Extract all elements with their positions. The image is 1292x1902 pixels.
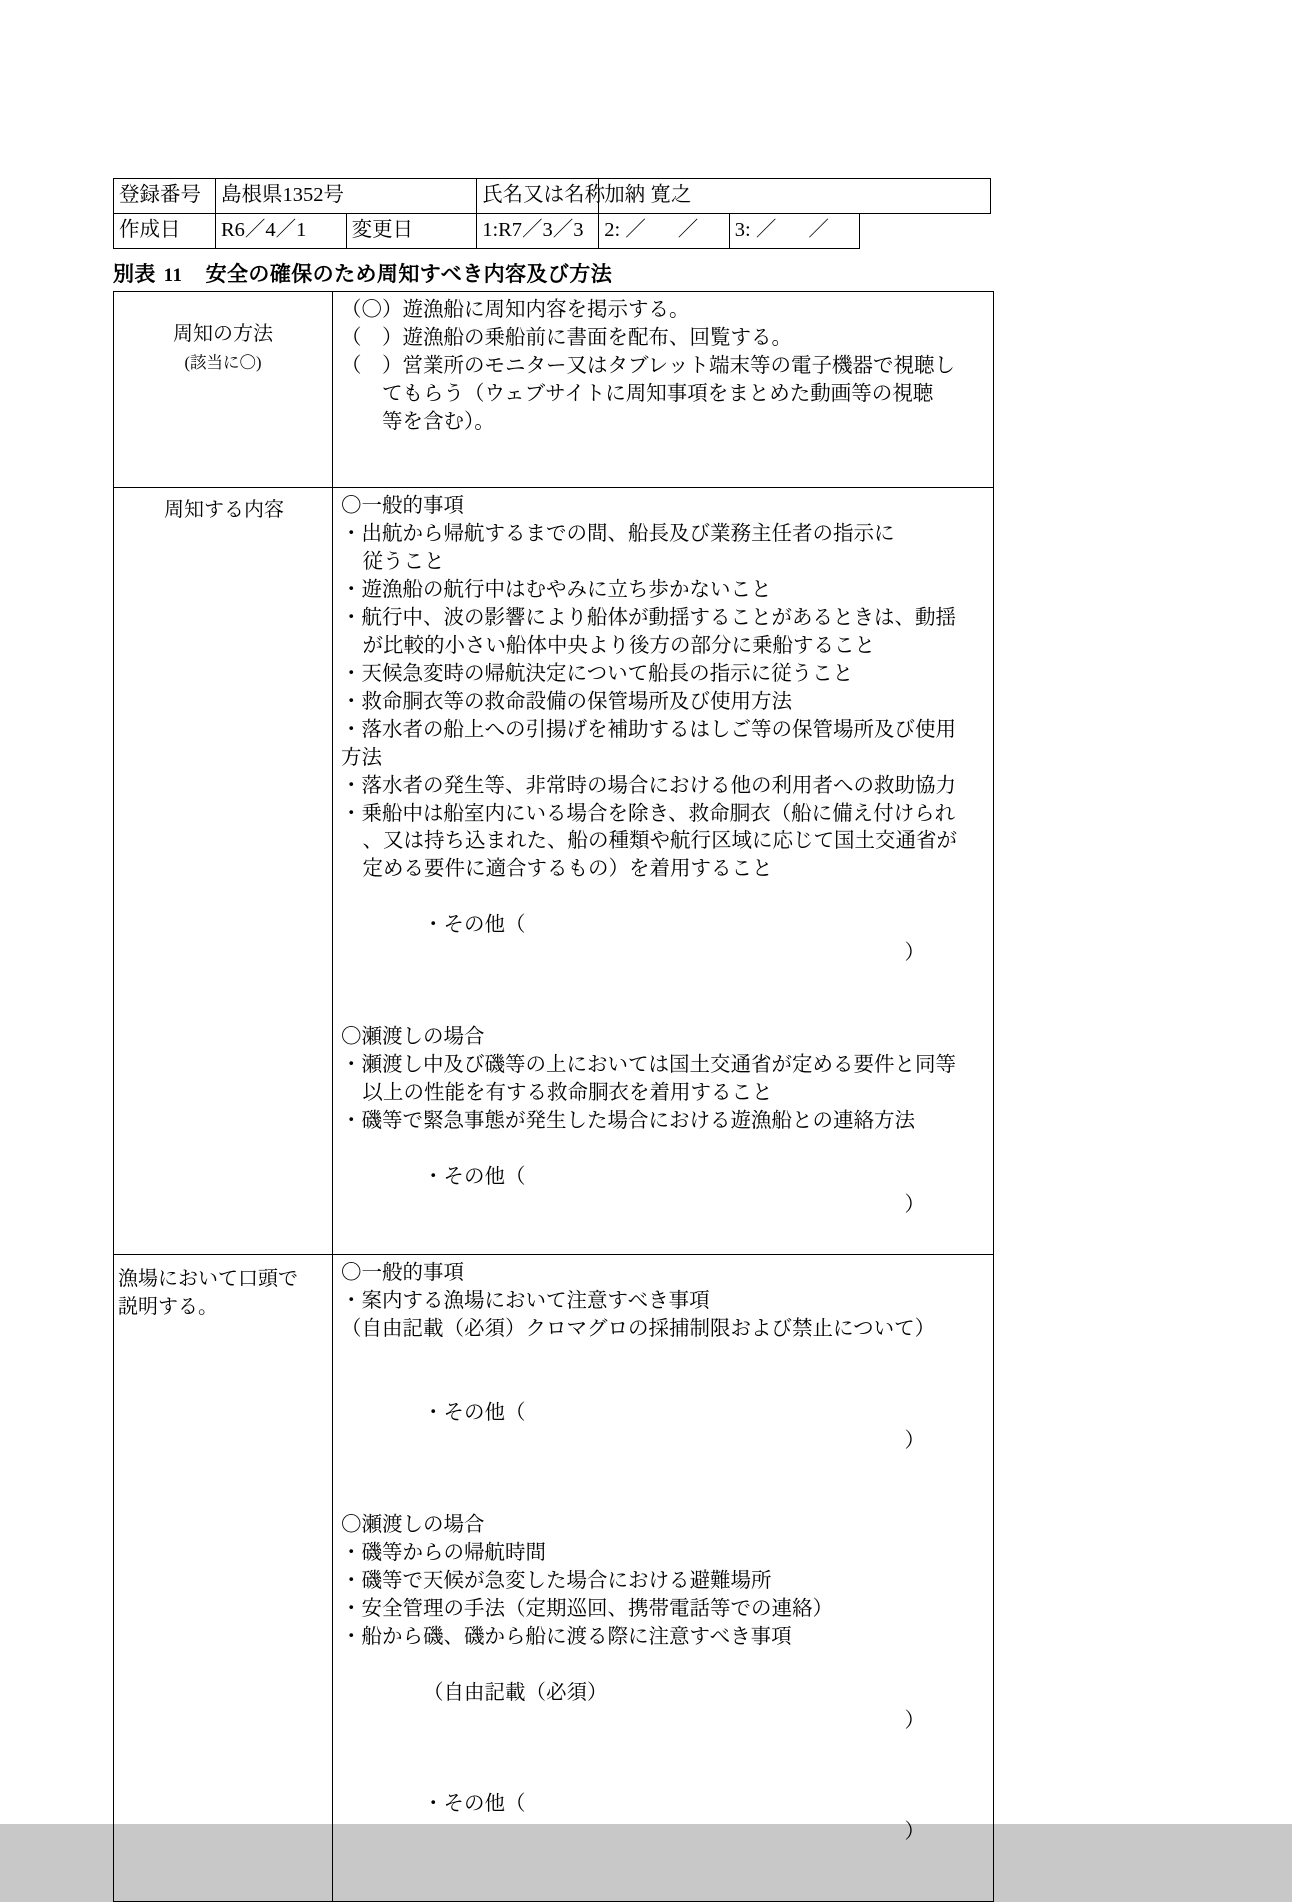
oral-item-1: ・案内する漁場において注意すべき事項 <box>341 1289 710 1312</box>
method-options-list <box>333 292 993 487</box>
method-option-3-cont-2: 等を含む）。 <box>382 410 495 433</box>
content-body-cell <box>333 487 994 1254</box>
content-label-cell <box>114 487 333 1254</box>
oral-seto-item-4-note-close: ） <box>904 1709 925 1732</box>
registration-header-table <box>113 178 991 249</box>
content-item-1-cont: 従うこと <box>362 550 445 573</box>
content-general-other-close: ） <box>904 942 925 965</box>
content-seto-other[interactable] <box>341 1136 987 1248</box>
method-label-main: 周知の方法 <box>173 323 273 345</box>
oral-general-other[interactable] <box>341 1372 987 1484</box>
content-item-3: ・航行中、波の影響により船体が動揺することがあるときは、動揺 <box>341 606 956 629</box>
oral-item-1-note[interactable]: （自由記載（必須）クロマグロの採捕制限および禁止について） <box>341 1317 936 1340</box>
oral-gap-1 <box>341 1344 987 1372</box>
created-date-label: 作成日 <box>114 214 216 249</box>
oral-seto-other[interactable] <box>341 1763 987 1875</box>
registration-number-label: 登録番号 <box>114 179 216 214</box>
method-option-2[interactable]: （ ）遊漁船の乗船前に書面を配布、回覧する。 <box>341 326 792 349</box>
name-label: 氏名又は名称 <box>477 179 599 214</box>
content-general-other-open: ・その他（ <box>423 914 526 937</box>
oral-label-cell <box>114 1255 333 1902</box>
content-item-7: ・落水者の発生等、非常時の場合における他の利用者への救助協力 <box>341 774 956 797</box>
table-row <box>114 214 991 249</box>
oral-seto-item-3: ・安全管理の手法（定期巡回、携帯電話等での連絡） <box>341 1597 833 1620</box>
method-option-3-cont-1: てもらう（ウェブサイトに周知事項をまとめた動画等の視聴 <box>382 382 934 405</box>
change-date-3-prefix: 3: <box>734 218 751 241</box>
method-body-cell <box>333 292 994 488</box>
oral-general-other-open: ・その他（ <box>423 1401 526 1424</box>
oral-seto-item-4: ・船から磯、磯から船に渡る際に注意すべき事項 <box>341 1625 792 1648</box>
created-date-value[interactable]: R6／4／1 <box>216 214 347 249</box>
method-label-cell <box>114 292 333 488</box>
oral-seto-item-1: ・磯等からの帰航時間 <box>341 1541 546 1564</box>
change-date-3-slashes: ／ ／ <box>755 218 835 241</box>
oral-label-line-1: 漁場において口頭で <box>118 1268 298 1290</box>
change-date-2-prefix: 2: <box>604 218 621 241</box>
oral-general-heading: 〇一般的事項 <box>341 1262 464 1284</box>
changed-date-label: 変更日 <box>346 214 477 249</box>
section-title <box>113 258 991 288</box>
content-seto-item-2: ・磯等で緊急事態が発生した場合における遊漁船との連絡方法 <box>341 1110 915 1133</box>
oral-seto-heading: 〇瀬渡しの場合 <box>341 1513 485 1536</box>
oral-label <box>114 1255 332 1322</box>
oral-general-other-close: ） <box>904 1429 925 1452</box>
oral-label-line-2: 説明する。 <box>118 1296 218 1319</box>
content-seto-other-close: ） <box>904 1194 925 1217</box>
table-row <box>114 179 991 214</box>
content-item-1: ・出航から帰航するまでの間、船長及び業務主任者の指示に <box>341 522 895 545</box>
content-item-6-cont: 方法 <box>341 746 382 769</box>
content-item-5: ・救命胴衣等の救命設備の保管場所及び使用方法 <box>341 690 792 713</box>
content-list <box>333 488 993 1254</box>
content-item-3-cont: が比較的小さい船体中央より後方の部分に乗船すること <box>362 634 876 657</box>
content-item-2: ・遊漁船の航行中はむやみに立ち歩かないこと <box>341 578 772 601</box>
content-general-other[interactable] <box>341 884 987 996</box>
registration-number-value[interactable]: 島根県1352号 <box>216 179 477 214</box>
method-label-sub: (該当に〇) <box>184 353 262 372</box>
name-value[interactable]: 加納 寛之 <box>599 179 991 214</box>
content-item-8-cont-2: 定める要件に適合するもの）を着用すること <box>362 858 773 881</box>
section-title-text: 安全の確保のため周知すべき内容及び方法 <box>205 262 613 286</box>
content-seto-item-1-cont: 以上の性能を有する救命胴衣を着用すること <box>362 1082 773 1105</box>
oral-seto-other-close: ） <box>904 1821 925 1844</box>
notification-content-table <box>113 291 994 1902</box>
table-row-method <box>114 292 994 488</box>
method-option-3[interactable]: （ ）営業所のモニター又はタブレット端末等の電子機器で視聴し <box>341 354 955 377</box>
oral-seto-item-4-note-open: （自由記載（必須） <box>423 1681 608 1704</box>
content-gap-1 <box>341 996 987 1024</box>
section-title-prefix: 別表 <box>113 262 156 286</box>
method-label <box>114 292 332 375</box>
content-seto-heading: 〇瀬渡しの場合 <box>341 1026 485 1049</box>
content-item-4: ・天候急変時の帰航決定について船長の指示に従うこと <box>341 662 854 685</box>
method-option-1[interactable]: （〇）遊漁船に周知内容を掲示する。 <box>341 299 690 321</box>
change-date-1[interactable]: 1:R7／3／3 <box>477 214 599 249</box>
content-label: 周知する内容 <box>164 498 284 521</box>
oral-seto-other-open: ・その他（ <box>423 1793 526 1816</box>
method-blank-space <box>341 437 987 481</box>
section-title-number: 11 <box>163 265 183 286</box>
oral-gap-2 <box>341 1484 987 1512</box>
oral-seto-item-4-note[interactable] <box>341 1652 987 1764</box>
oral-seto-item-2: ・磯等で天候が急変した場合における避難場所 <box>341 1569 772 1592</box>
change-date-3[interactable] <box>729 214 860 249</box>
change-date-2-slashes: ／ ／ <box>625 218 704 241</box>
oral-blank-space <box>341 1875 987 1895</box>
content-item-8: ・乗船中は船室内にいる場合を除き、救命胴衣（船に備え付けられ <box>341 802 956 825</box>
table-row-oral <box>114 1255 994 1902</box>
content-item-6: ・落水者の船上への引揚げを補助するはしご等の保管場所及び使用 <box>341 718 956 741</box>
content-seto-item-1: ・瀬渡し中及び磯等の上においては国土交通省が定める要件と同等 <box>341 1054 956 1077</box>
oral-list <box>333 1255 993 1901</box>
oral-body-cell <box>333 1255 994 1902</box>
table-row-content <box>114 487 994 1254</box>
change-date-2[interactable] <box>599 214 730 249</box>
content-general-heading: 〇一般的事項 <box>341 494 464 517</box>
content-seto-other-open: ・その他（ <box>423 1166 526 1189</box>
form-sheet <box>113 178 991 1902</box>
content-item-8-cont-1: 、又は持ち込まれた、船の種類や航行区域に応じて国土交通省が <box>362 830 958 853</box>
